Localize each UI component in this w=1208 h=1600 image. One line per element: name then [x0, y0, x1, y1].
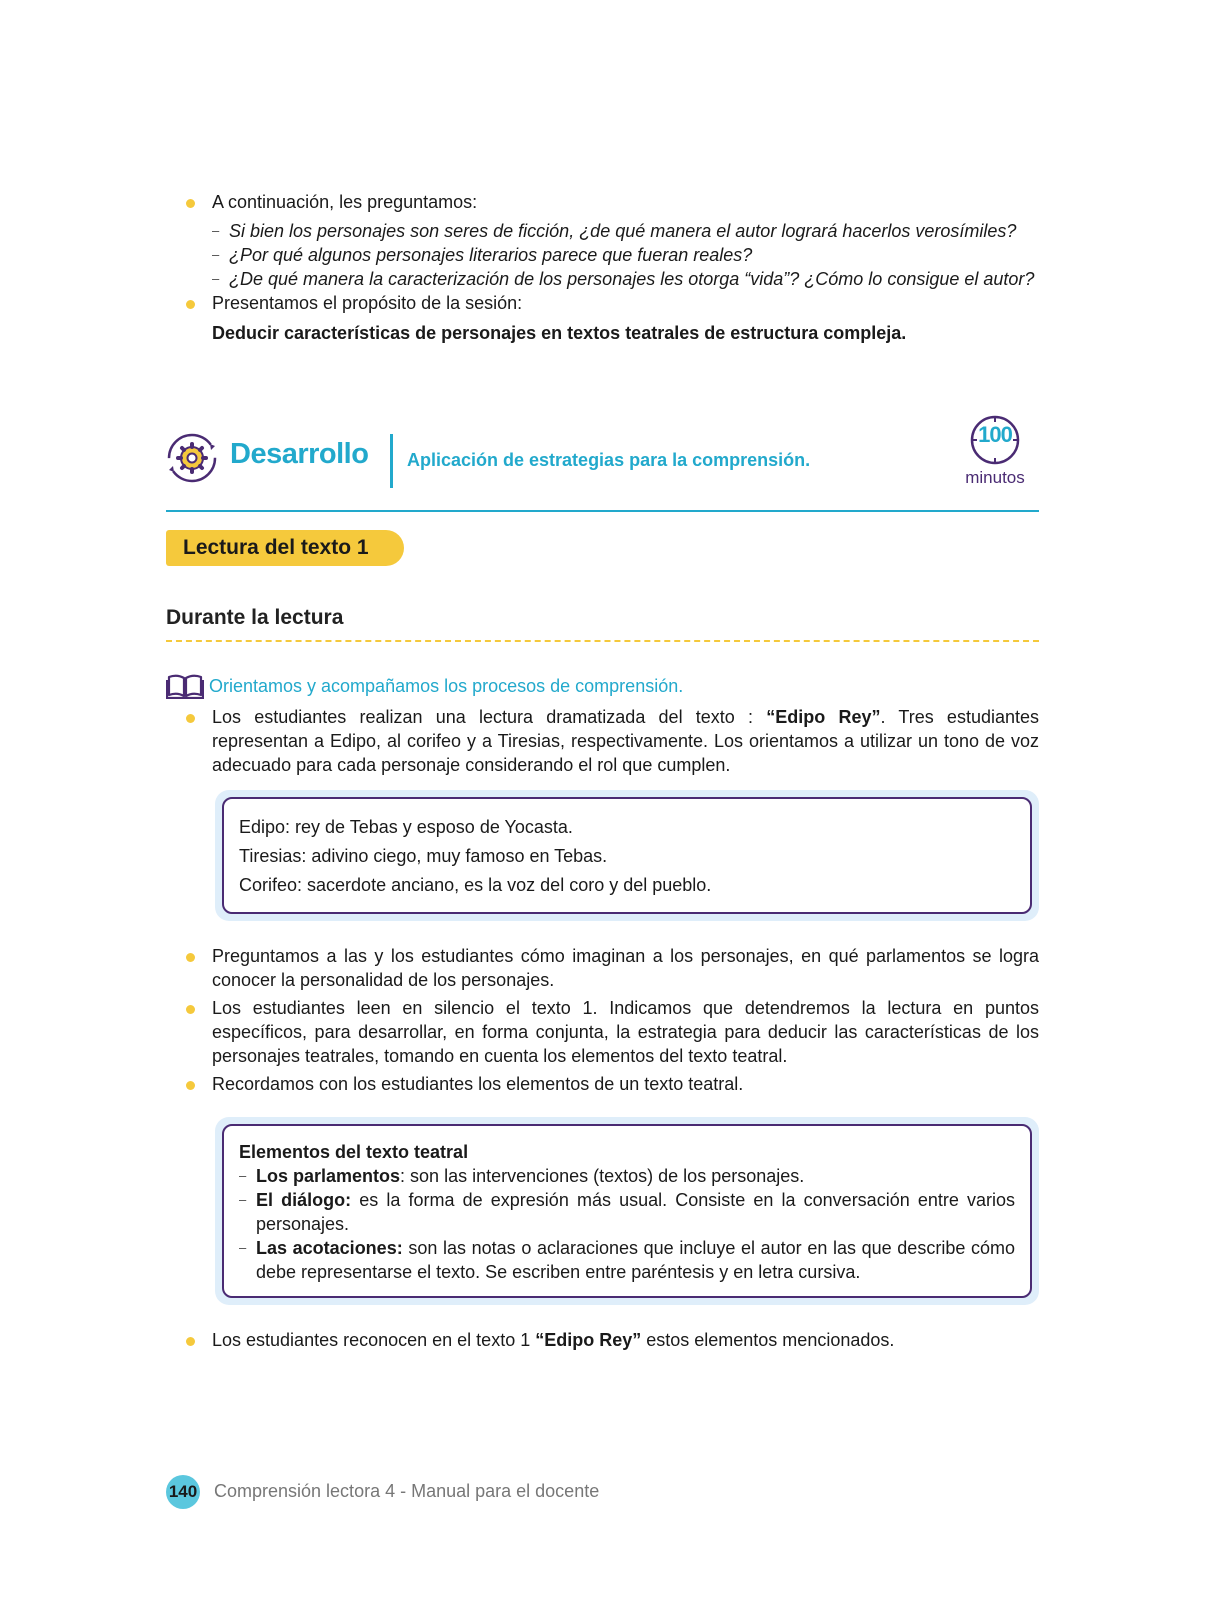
characters-box [215, 790, 1039, 921]
element-term: Los parlamentos [256, 1166, 401, 1186]
element-desc: : son las intervenciones (textos) de los personajes. [400, 1166, 805, 1186]
gear-icon [166, 432, 218, 484]
question-item: – ¿Por qué algunos personajes literarios parece que fueran reales? [212, 243, 1039, 267]
orient-text: Orientamos y acompañamos los procesos de comprensión. [209, 676, 684, 696]
question-item: – Si bien los personajes son seres de ficción, ¿de qué manera el autor logrará hacerlos verosímiles? [212, 219, 1039, 243]
timer-value: 100 [978, 422, 1012, 447]
element-desc: es la forma de expresión más usual. Consiste en la conversación entre varios personajes. [256, 1190, 1016, 1234]
elements-heading: Elementos del texto teatral [239, 1142, 469, 1162]
element-item [239, 1236, 1015, 1284]
final-text-post: estos elementos mencionados. [641, 1330, 895, 1350]
activity-bullet: Preguntamos a las y los estudiantes cómo imaginan a los personajes, en qué parlamentos se logra conocer la personalidad de los personajes. [166, 944, 1039, 992]
reading-bullet [166, 705, 1039, 777]
activity-bullets [166, 944, 1039, 1096]
element-term: Las acotaciones: [256, 1238, 403, 1258]
purpose-lead: Presentamos el propósito de la sesión: [166, 291, 1039, 315]
activity-bullet: Recordamos con los estudiantes los elementos de un texto teatral. [166, 1072, 1039, 1096]
reading-text-post: . Tres estudiantes representan a Edipo, al corifeo y a Tiresias, respectivamente. Los orientamos a utilizar un tono de voz adecuado para cada personaje considerando el rol que cumplen. [212, 707, 1039, 775]
reading-section [166, 705, 1039, 777]
final-title: “Edipo Rey” [535, 1330, 642, 1350]
dashed-divider [166, 640, 1039, 642]
header-rule [166, 510, 1039, 512]
activity-bullet: Los estudiantes leen en silencio el texto 1. Indicamos que detendremos la lectura en puntos específicos, para desarrollar, en forma conjunta, la estrategia para deducir las características de los personajes teatrales, tomando en cuenta los elementos del texto teatral. [166, 996, 1039, 1068]
reading-text-pre: Los estudiantes realizan una lectura dramatizada del texto : [212, 707, 767, 727]
desarrollo-subtitle: Aplicación de estrategias para la comprensión. [407, 450, 811, 470]
element-desc: son las notas o aclaraciones que incluye el autor en las que describe cómo debe representarse el texto. Se escriben entre paréntesis y en letra cursiva. [256, 1238, 1015, 1282]
elements-box-inner [222, 1124, 1032, 1298]
page-number: 140 [166, 1475, 200, 1509]
character-item: Edipo: rey de Tebas y esposo de Yocasta. [239, 817, 573, 837]
character-item: Tiresias: adivino ciego, muy famoso en Tebas. [239, 846, 608, 866]
section-title: Durante la lectura [166, 606, 344, 629]
elements-box [215, 1117, 1039, 1305]
session-purpose: Deducir características de personajes en textos teatrales de estructura compleja. [212, 323, 907, 343]
book-icon [166, 673, 204, 699]
characters-box-inner [222, 797, 1032, 914]
desarrollo-title: Desarrollo [230, 438, 369, 470]
question-item: – ¿De qué manera la caracterización de los personajes les otorga “vida”? ¿Cómo lo consigue el autor? [212, 267, 1039, 291]
timer-badge [956, 412, 1036, 488]
element-term: El diálogo: [256, 1190, 352, 1210]
element-item [239, 1188, 1015, 1236]
footer-text: Comprensión lectora 4 - Manual para el docente [214, 1481, 600, 1501]
final-bullet [166, 1328, 1039, 1352]
question-list [166, 219, 1039, 291]
intro-section [166, 190, 1039, 345]
section-tag: Lectura del texto 1 [166, 530, 404, 566]
header-separator [390, 434, 393, 488]
character-item: Corifeo: sacerdote anciano, es la voz del coro y del pueblo. [239, 875, 712, 895]
reading-title: “Edipo Rey” [766, 707, 881, 727]
desarrollo-header [166, 412, 1039, 512]
element-item [239, 1164, 1015, 1188]
final-text-pre: Los estudiantes reconocen en el texto 1 [212, 1330, 536, 1350]
final-section [166, 1328, 1039, 1352]
timer-unit: minutos [965, 468, 1025, 487]
question-lead: A continuación, les preguntamos: [166, 190, 1039, 214]
